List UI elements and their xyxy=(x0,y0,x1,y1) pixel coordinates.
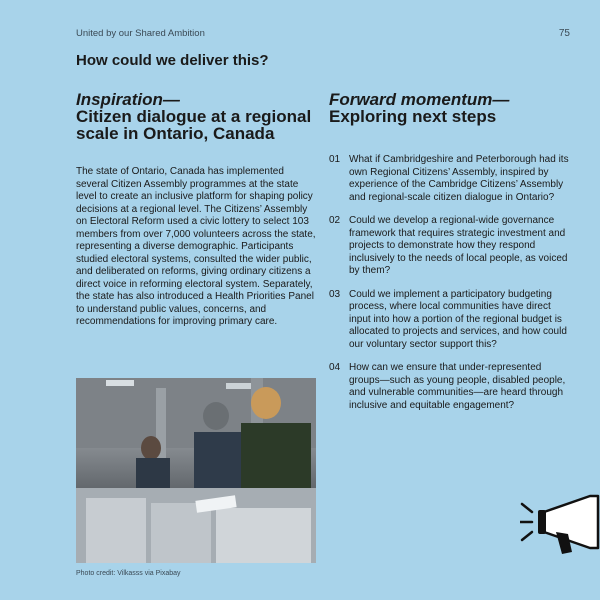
step-number: 01 xyxy=(329,154,341,165)
inspiration-title: Citizen dialogue at a regional scale in Ontario, Canada xyxy=(76,107,312,143)
inspiration-body: The state of Ontario, Canada has implemented several Citizen Assembly programmes at the state level to create an inclusive platform for shaping policy decisions at a regional level. The Citizens’ Assembly on Electoral Reform used a civic lottery to select 103 members from over 7,000 volunteers across the state, representing a diverse demographic. Participants studied electoral systems, consulted the wider public, and deliberated on reforms, giving ordinary citizens a direct voice in reforming electoral system. Separately, the state has also introduced a Health Priorities Panel to understand public values, concerns, and recommendations for improving primary care. xyxy=(76,166,316,327)
inspiration-kicker: Inspiration— xyxy=(76,90,180,109)
step-number: 02 xyxy=(329,215,341,226)
next-steps-column xyxy=(329,91,574,423)
step-number: 03 xyxy=(329,288,341,300)
steps-list xyxy=(329,154,574,412)
step-number: 04 xyxy=(329,362,341,373)
step-item xyxy=(329,154,574,204)
step-text: Could we develop a regional-wide governance framework that requires strategic investment and projects to demonstrate how they respond inclusively to the needs of local people, as voiced by them? xyxy=(349,215,568,276)
running-header: United by our Shared Ambition xyxy=(76,28,205,39)
voting-photo-illustration xyxy=(76,378,316,563)
inspiration-column xyxy=(76,91,316,329)
step-text: Could we implement a participatory budgeting process, where local communities have direct input into how a portion of the regional budget is allocated to projects and services, and how could our voluntary sector support this? xyxy=(349,288,567,350)
next-steps-title: Exploring next steps xyxy=(329,107,497,126)
inspiration-heading xyxy=(76,91,316,142)
next-steps-kicker: Forward momentum— xyxy=(329,90,510,109)
step-text: What if Cambridgeshire and Peterborough had its own Regional Citizens’ Assembly, inspired by experience of the Cambridge Citizens’ Assembly and regional-scale citizen dialogue in Ontario? xyxy=(349,154,569,203)
step-item xyxy=(329,289,574,352)
step-item xyxy=(329,215,574,278)
page-number: 75 xyxy=(558,28,570,39)
step-text: How can we ensure that under-represented groups—such as young people, disabled people, and vulnerable communities—are heard through inclusive and equitable engagement? xyxy=(349,362,566,411)
step-item xyxy=(329,362,574,412)
section-title: How could we deliver this? xyxy=(76,52,269,69)
photo-credit: Photo credit: Vilkasss via Pixabay xyxy=(76,570,181,577)
next-steps-heading xyxy=(329,91,574,125)
megaphone-icon xyxy=(520,490,600,560)
voting-photo xyxy=(76,378,316,563)
